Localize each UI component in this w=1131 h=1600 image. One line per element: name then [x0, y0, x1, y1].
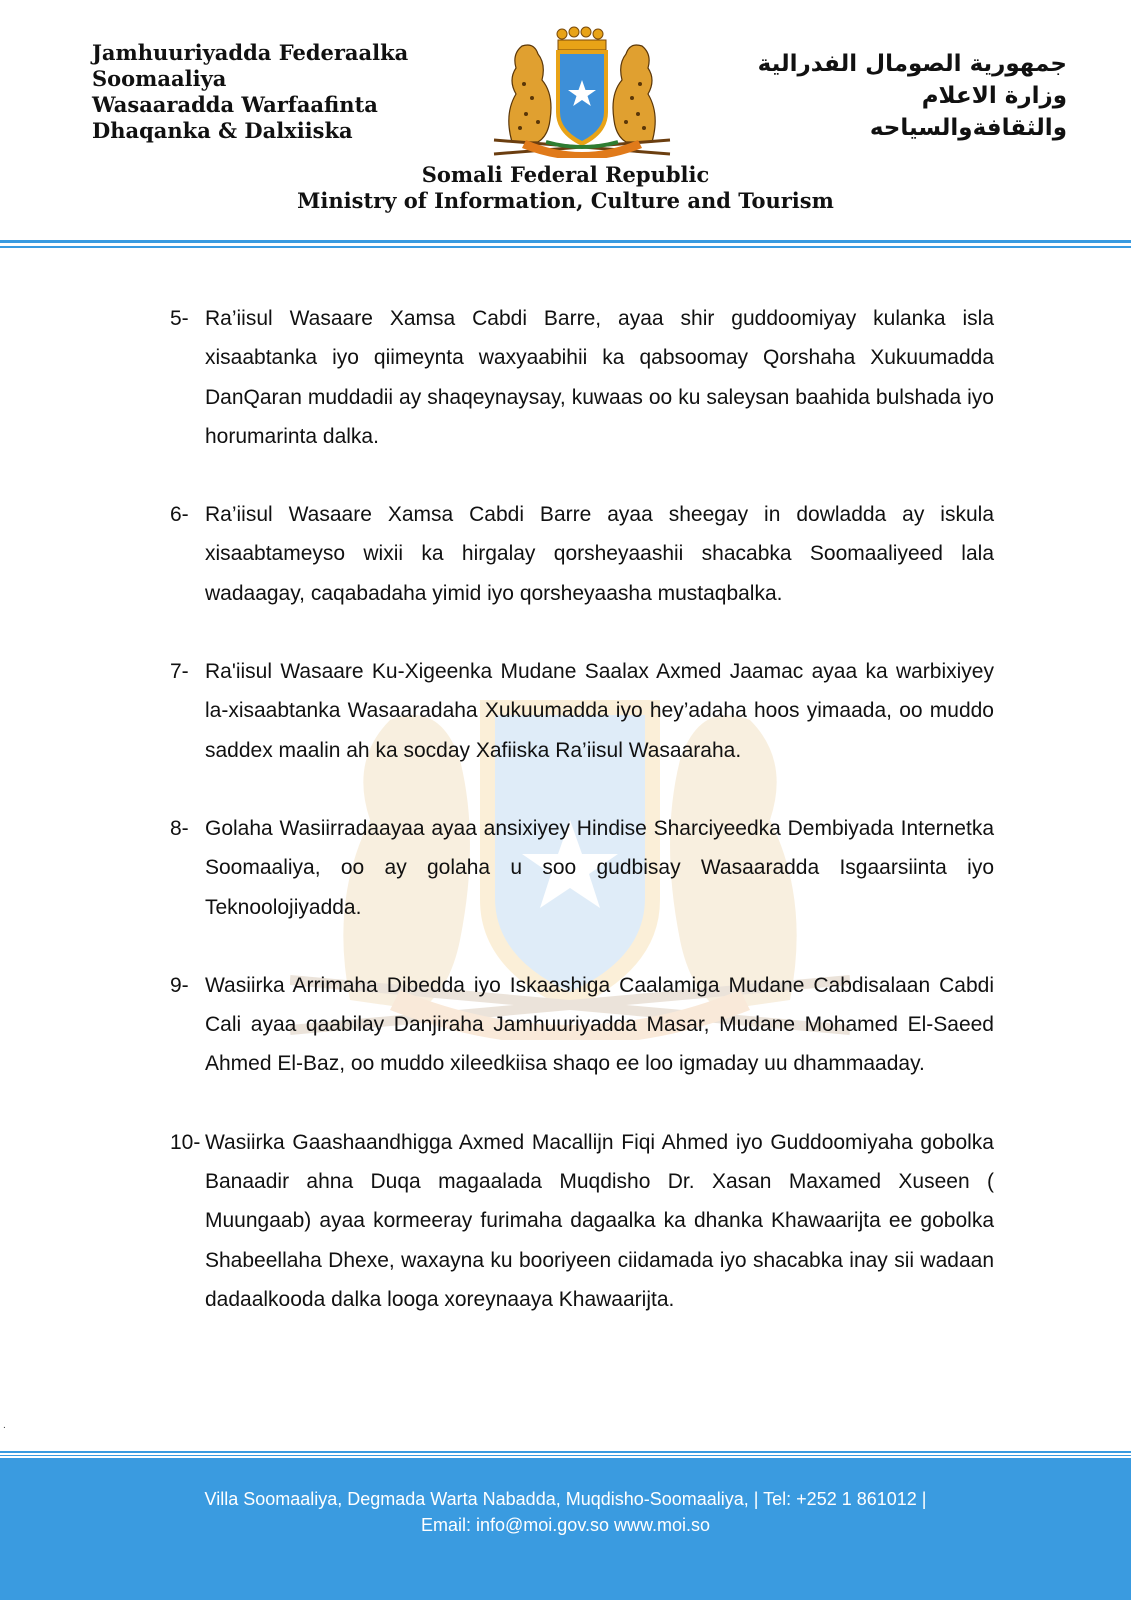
numbered-items-list — [170, 299, 994, 1358]
header-somali-block — [92, 40, 408, 144]
item-number: 9- — [170, 973, 189, 997]
item-number: 8- — [170, 816, 189, 840]
list-item — [170, 652, 994, 770]
footer-divider — [0, 1455, 1131, 1456]
footer-contact: Email: info@moi.gov.so www.moi.so — [420, 1515, 711, 1535]
footer-address: Villa Soomaaliya, Degmada Warta Nabadda, Muqdisho-Soomaaliya, | Tel: +252 1 861012 | — [204, 1489, 927, 1509]
item-number: 5- — [170, 307, 189, 330]
item-number: 10- — [170, 1130, 201, 1154]
header-english-line: Ministry of Information, Culture and Tourism — [297, 188, 834, 213]
header-arabic-block — [758, 48, 1067, 144]
item-text: Ra’iisul Wasaare Xamsa Cabdi Barre ayaa sheegay in dowladda ay iskula xisaabtameyso wixii ka hirgalay qorsheyaashii shacabka Soomaaliyeed lala wadaagay, caqabadaha yimid iyo qorsheyaasha mustaqbalka. — [205, 503, 994, 605]
item-number: 6- — [170, 503, 189, 527]
header-somali-line: Wasaaradda Warfaafinta — [92, 92, 378, 117]
footer-bar — [0, 1458, 1131, 1600]
header-arabic-line: وزارة الاعلام — [921, 83, 1067, 109]
list-item — [170, 809, 994, 927]
list-item — [170, 1123, 994, 1319]
footer-divider — [0, 1451, 1131, 1453]
list-item — [170, 299, 994, 456]
header-arabic-line: والثقافةوالسياحه — [869, 115, 1067, 141]
stray-mark: . — [3, 1420, 6, 1431]
item-text: Ra’iisul Wasaare Xamsa Cabdi Barre, ayaa shir guddoomiyay kulanka isla xisaabtanka iyo qiimeynta waxyaabihii ka qabsoomay Qorshaha Xukuumadda DanQaran muddadii ay shaqeynaysay, kuwaas oo ku saleysan baahida bulshada iyo horumarinta dalka. — [205, 307, 994, 448]
header-somali-line: Jamhuuriyadda Federaalka — [92, 40, 409, 65]
header-divider — [0, 240, 1131, 243]
list-item — [170, 966, 994, 1084]
list-item — [170, 495, 994, 613]
header-english-line: Somali Federal Republic — [421, 162, 710, 187]
header-somali-line: Soomaaliya — [92, 66, 227, 91]
somalia-coat-of-arms-icon — [486, 24, 678, 158]
header-divider — [0, 246, 1131, 248]
item-number: 7- — [170, 660, 189, 684]
item-text: Golaha Wasiirradaayaa ayaa ansixiyey Hindise Sharciyeedka Dembiyada Internetka Soomaaliya, oo ay golaha u soo gudbisay Wasaaradda Isgaarsiinta iyo Teknoolojiyadda. — [205, 816, 994, 919]
header-arabic-line: جمهورية الصومال الفدرالية — [757, 51, 1067, 77]
item-text: Ra'iisul Wasaare Ku-Xigeenka Mudane Saalax Axmed Jaamac ayaa ka warbixiyey la-xisaabtanka Wasaaradaha Xukuumadda iyo hey’adaha hoos yimaada, oo muddo saddex maalin ah ka socday Xafiiska Ra’iisul Wasaaraha. — [205, 660, 994, 762]
header-somali-line: Dhaqanka & Dalxiiska — [92, 118, 353, 143]
item-text: Wasiirka Arrimaha Dibedda iyo Iskaashiga Caalamiga Mudane Cabdisalaan Cabdi Cali ayaa qaabilay Danjiraha Jamhuuriyadda Masar, Mudane Mohamed El-Saeed Ahmed El-Baz, oo muddo xileedkiisa shaqo ee loo igmaday uu dhammaaday. — [205, 973, 994, 1076]
item-text: Wasiirka Gaashaandhigga Axmed Macallijn Fiqi Ahmed iyo Guddoomiyaha gobolka Banaadir ahna Duqa magaalada Muqdisho Dr. Xasan Maxamed Xuseen ( Muungaab) ayaa kormeeray furimaha dagaalka ka dhanka Khawaarijta ee gobolka Shabeellaha Dhexe, waxayna ku booriyeen ciidamada iyo shacabka inay sii wadaan dadaalkooda dalka looga xoreynaaya Khawaarijta. — [205, 1130, 994, 1311]
header-english-block — [0, 162, 1131, 214]
